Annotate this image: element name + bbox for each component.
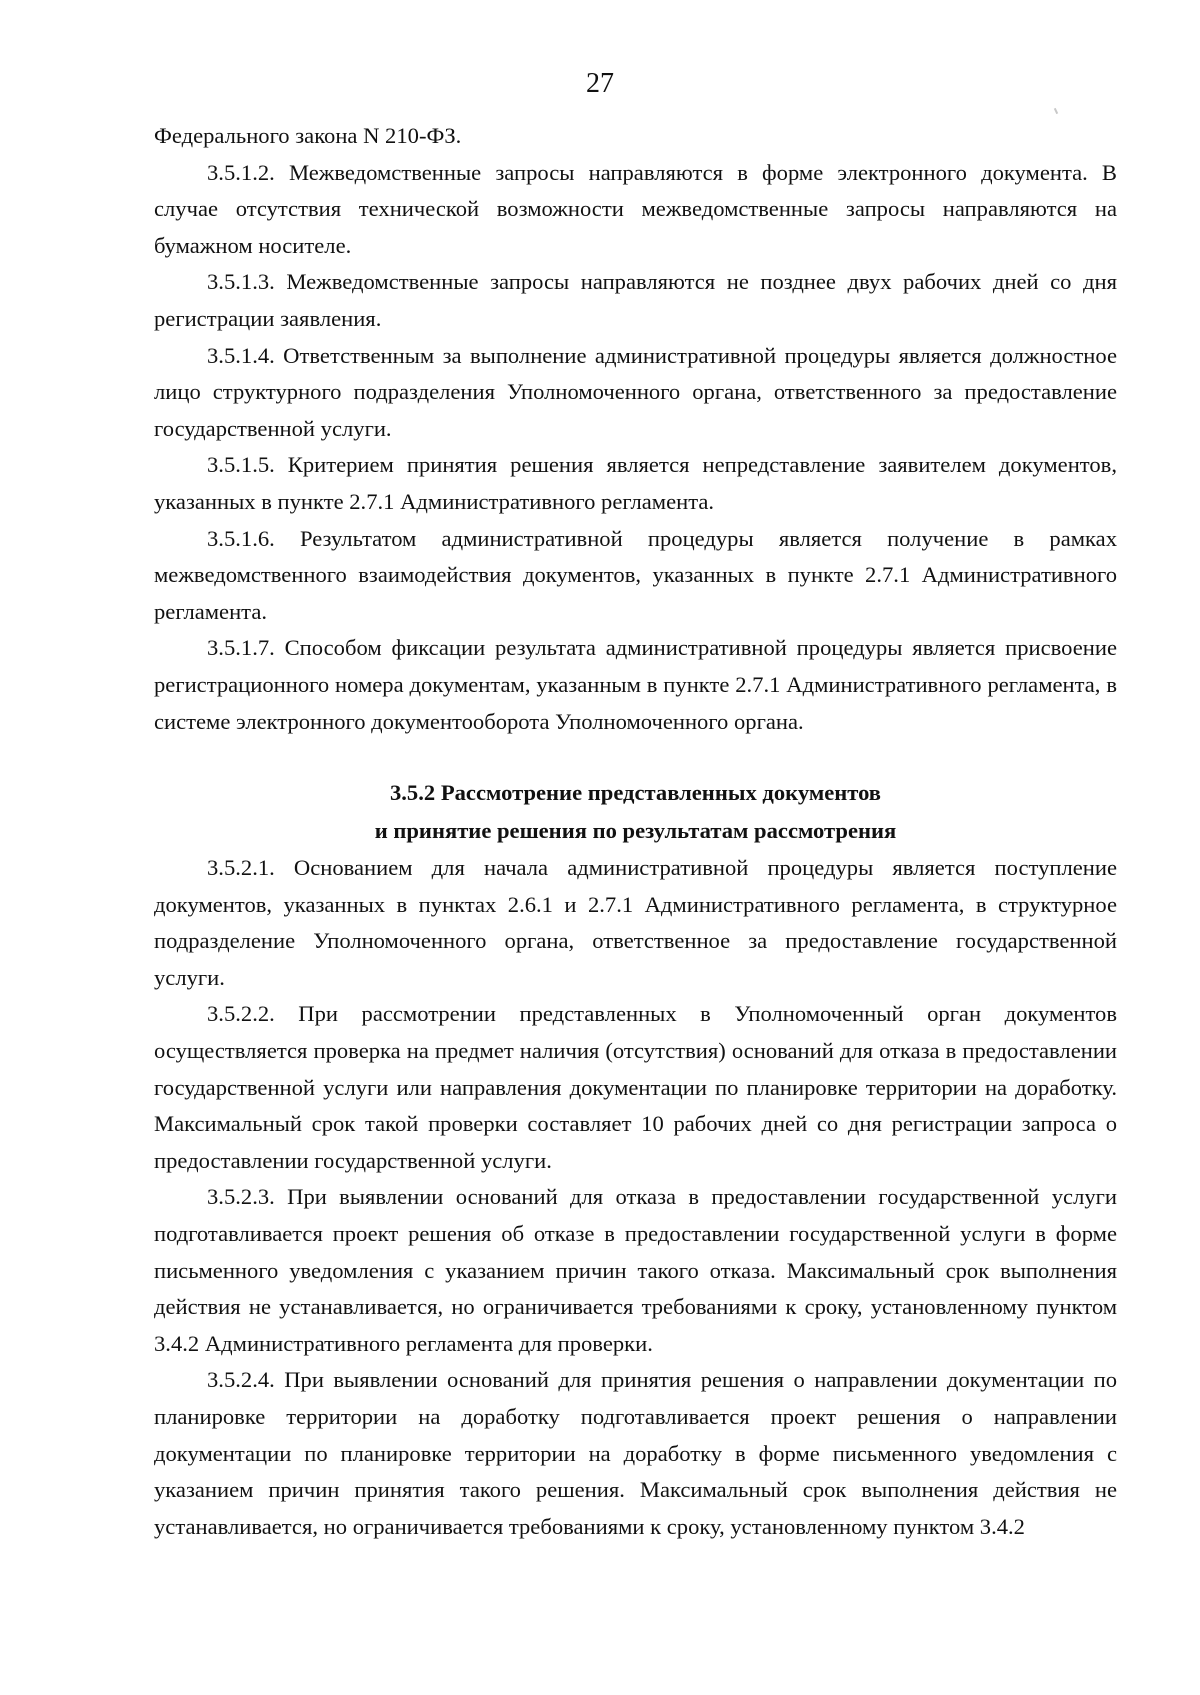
paragraph-3-5-1-3: 3.5.1.3. Межведомственные запросы направляются не позднее двух рабочих дней со дня регистрации заявления. [154,269,1117,331]
scan-artifact [1054,108,1058,114]
document-body [154,118,1117,1545]
paragraph-3-5-2-4: 3.5.2.4. При выявлении оснований для принятия решения о направлении документации по планировке территории на доработку подготавливается проект решения о направлении документации по планировке территории на доработку в форме письменного уведомления с указанием причин принятия такого решения. Максимальный срок выполнения действия не устанавливается, но ограничивается требованиями к сроку, установленному пунктом 3.4.2 [154,1367,1117,1539]
paragraph-3-5-1-5: 3.5.1.5. Критерием принятия решения является непредставление заявителем документов, указанных в пункте 2.7.1 Административного регламента. [154,452,1117,514]
section-heading-3-5-2 [154,774,1117,850]
paragraph-3-5-2-2: 3.5.2.2. При рассмотрении представленных в Уполномоченный орган документов осуществляется проверка на предмет наличия (отсутствия) оснований для отказа в предоставлении государственной услуги или направления документации по планировке территории на доработку. Максимальный срок такой проверки составляет 10 рабочих дней со дня регистрации запроса о предоставлении государственной услуги. [154,1001,1117,1173]
section-heading-line-1: 3.5.2 Рассмотрение представленных документов [389,780,882,806]
paragraph-3-5-1-4: 3.5.1.4. Ответственным за выполнение административной процедуры является должностное лицо структурного подразделения Уполномоченного органа, ответственного за предоставление государственной услуги. [154,342,1117,441]
paragraph-3-5-2-3: 3.5.2.3. При выявлении оснований для отказа в предоставлении государственной услуги подготавливается проект решения об отказе в предоставлении государственной услуги в форме письменного уведомления с указанием причин такого отказа. Максимальный срок выполнения действия не устанавливается, но ограничивается требованиями к сроку, установленному пунктом 3.4.2 Административного регламента для проверки. [154,1184,1117,1356]
section-heading-line-2: и принятие решения по результатам рассмотрения [374,818,897,844]
paragraph-3-5-1-2: 3.5.1.2. Межведомственные запросы направляются в форме электронного документа. В случае отсутствия технической возможности межведомственные запросы направляются на бумажном носителе. [154,159,1117,258]
page-number: 27 [586,68,614,99]
paragraph-continuation: Федерального закона N 210-ФЗ. [154,123,462,148]
paragraph-3-5-1-7: 3.5.1.7. Способом фиксации результата административной процедуры является присвоение регистрационного номера документам, указанным в пункте 2.7.1 Административного регламента, в системе электронного документооборота Уполномоченного органа. [154,635,1117,734]
paragraph-3-5-1-6: 3.5.1.6. Результатом административной процедуры является получение в рамках межведомственного взаимодействия документов, указанных в пункте 2.7.1 Административного регламента. [154,525,1117,624]
paragraph-3-5-2-1: 3.5.2.1. Основанием для начала административной процедуры является поступление документов, указанных в пунктах 2.6.1 и 2.7.1 Административного регламента, в структурное подразделение Уполномоченного органа, ответственное за предоставление государственной услуги. [154,855,1117,990]
